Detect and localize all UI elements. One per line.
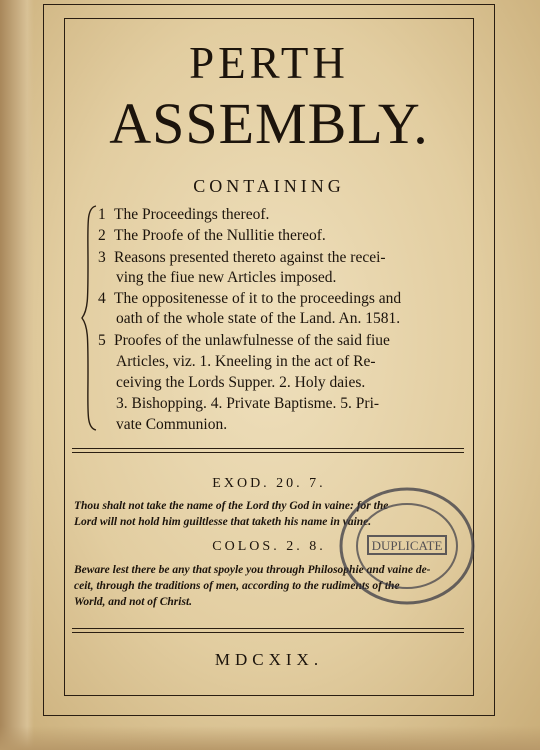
scripture-reference: EXOD. 20. 7. bbox=[212, 476, 326, 491]
item-number: 3 bbox=[98, 249, 106, 266]
item-text: The Proceedings thereof. bbox=[114, 206, 270, 223]
containing-heading: CONTAINING bbox=[193, 176, 345, 196]
contents-item-5-cont-4: vate Communion. bbox=[116, 416, 228, 433]
contents-item-3 bbox=[98, 248, 386, 268]
contents-item-5-cont-2: ceiving the Lords Supper. 2. Holy daies. bbox=[116, 374, 366, 391]
contents-item-4 bbox=[98, 289, 401, 309]
item-number: 2 bbox=[98, 227, 106, 244]
imprint-date: MDCXIX. bbox=[214, 650, 324, 669]
page-edge-shadow bbox=[0, 0, 34, 750]
title-line-2: ASSEMBLY. bbox=[109, 91, 429, 156]
contents-item-4-cont: oath of the whole state of the Land. An. 1581. bbox=[116, 310, 401, 327]
contents-item-5-cont-1: Articles, viz. 1. Kneeling in the act of Re- bbox=[116, 353, 376, 370]
item-text: The oppositenesse of it to the proceedings and bbox=[114, 290, 402, 307]
library-stamp bbox=[336, 484, 478, 608]
scripture-verse: Thou shalt not take the name of the Lord thy God in vaine: for the bbox=[74, 500, 389, 512]
title-line-1: PERTH bbox=[189, 38, 349, 88]
scripture-verse: Beware lest there be any that spoyle you through Philosophie and vaine de- bbox=[74, 564, 431, 576]
item-text: Proofes of the unlawfulnesse of the said fiue bbox=[114, 332, 390, 349]
stamp-label: DUPLICATE bbox=[371, 538, 443, 553]
item-text: Reasons presented thereto against the recei- bbox=[114, 249, 386, 266]
contents-item-1 bbox=[98, 205, 269, 225]
contents-item-3-cont: ving the fiue new Articles imposed. bbox=[116, 269, 337, 286]
item-number: 4 bbox=[98, 290, 106, 307]
divider-rule bbox=[72, 628, 464, 629]
contents-item-5 bbox=[98, 331, 390, 351]
scripture-verse: Lord will not hold him guiltlesse that taketh his name in vaine. bbox=[74, 516, 372, 528]
item-number: 1 bbox=[98, 206, 106, 223]
item-number: 5 bbox=[98, 332, 106, 349]
divider-rule bbox=[72, 452, 464, 453]
page-bottom-shadow bbox=[0, 726, 540, 750]
scripture-reference: COLOS. 2. 8. bbox=[212, 539, 326, 554]
divider-rule bbox=[72, 448, 464, 449]
contents-item-2 bbox=[98, 226, 326, 246]
contents-item-5-cont-3: 3. Bishopping. 4. Private Baptisme. 5. Pri- bbox=[116, 395, 380, 412]
contents-brace bbox=[80, 204, 98, 432]
scripture-verse: ceit, through the traditions of men, according to the rudiments of the bbox=[74, 580, 400, 592]
scripture-verse: World, and not of Christ. bbox=[74, 596, 193, 608]
divider-rule bbox=[72, 632, 464, 633]
item-text: The Proofe of the Nullitie thereof. bbox=[114, 227, 326, 244]
